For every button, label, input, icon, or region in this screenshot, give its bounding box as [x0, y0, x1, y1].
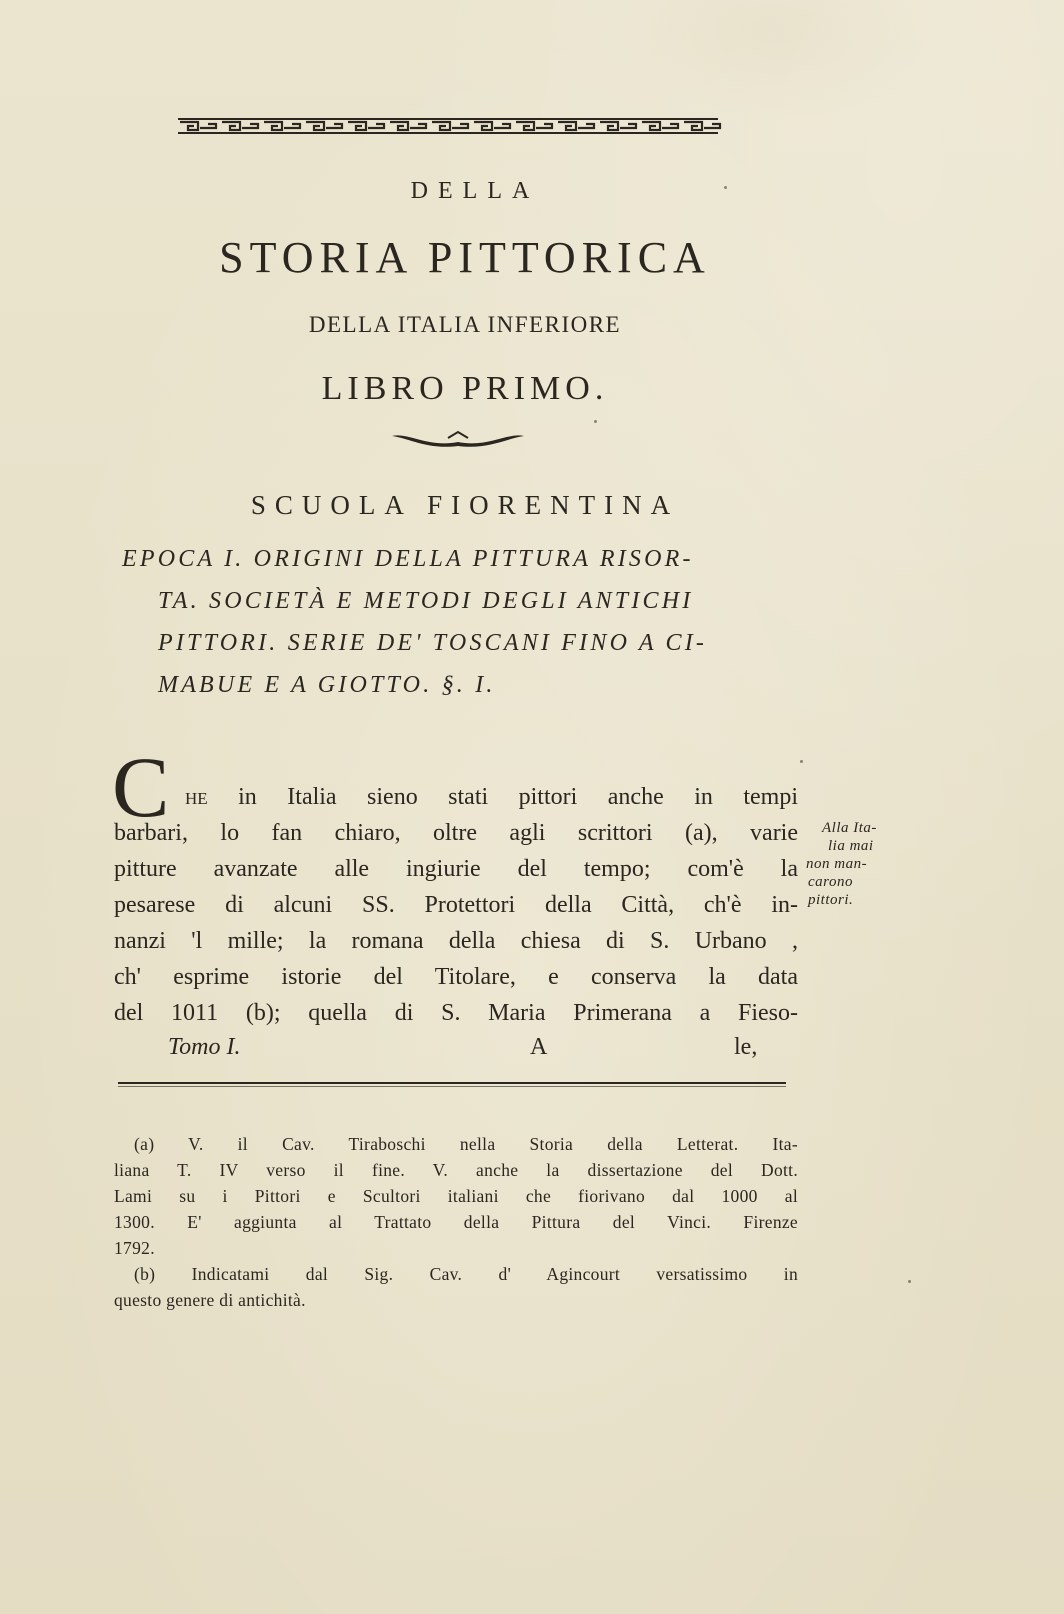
body-line-2: barbari, lo fan chiaro, oltre agli scrittori (a), varie — [114, 820, 798, 846]
footnote-b-line-1: (b) Indicatami dal Sig. Cav. d' Agincourt versatissimo in — [134, 1264, 798, 1284]
catchword: le, — [734, 1034, 758, 1060]
volume-mark: Tomo I. — [168, 1034, 241, 1060]
footnote-a-line-2: liana T. IV verso il fine. V. anche la dissertazione del Dott. — [114, 1160, 798, 1180]
body-line-6: ch' esprime istorie del Titolare, e conserva la data — [114, 964, 798, 990]
body-line-7: del 1011 (b); quella di S. Maria Primerana a Fieso- — [114, 1000, 798, 1026]
footnote-rule-thin — [118, 1086, 786, 1087]
footnote-a-line-4: 1300. E' aggiunta al Trattato della Pittura del Vinci. Firenze — [114, 1212, 798, 1232]
body-line-3: pitture avanzate alle ingiurie del tempo; com'è la — [114, 856, 798, 882]
footnote-a-line-5: 1792. — [114, 1238, 155, 1258]
drop-cap: C — [112, 739, 170, 835]
epoca-line-2: TA. SOCIETÀ E METODI DEGLI ANTICHI — [158, 588, 694, 614]
sidenote-line-3: non man- — [806, 856, 868, 872]
paper-stain — [620, 0, 940, 120]
school-heading: SCUOLA FIORENTINA — [250, 490, 680, 520]
epoca-line-1: EPOCA I. ORIGINI DELLA PITTURA RISOR- — [122, 546, 694, 572]
signature-mark: A — [530, 1034, 548, 1060]
footnote-b-line-2: questo genere di antichità. — [114, 1290, 306, 1310]
swash-ornament — [388, 428, 528, 452]
sidenote-line-1: Alla Ita- — [822, 820, 877, 836]
epoca-line-4: MABUE E A GIOTTO. §. I. — [158, 672, 496, 698]
small-caps-word: he — [185, 784, 208, 810]
header-ornament — [178, 110, 738, 140]
footnote-rule — [118, 1082, 786, 1084]
footnote-a-line-1: (a) V. il Cav. Tiraboschi nella Storia della Letterat. Ita- — [134, 1134, 798, 1154]
main-title: STORIA PITTORICA — [219, 233, 711, 282]
sidenote-line-2: lia mai — [828, 838, 874, 854]
footnote-a-line-3: Lami su i Pittori e Scultori italiani che fiorivano dal 1000 al — [114, 1186, 798, 1206]
header-della: DELLA — [410, 178, 540, 204]
body-line-4: pesarese di alcuni SS. Protettori della Città, ch'è in- — [114, 892, 798, 918]
sidenote-line-5: pittori. — [808, 892, 854, 908]
body-line-5: nanzi 'l mille; la romana della chiesa di S. Urbano , — [114, 928, 798, 954]
subtitle: DELLA ITALIA INFERIORE — [308, 312, 622, 337]
body-line-1 — [185, 784, 798, 811]
epoca-line-3: PITTORI. SERIE DE' TOSCANI FINO A CI- — [158, 630, 708, 656]
body-line-1-text: in Italia sieno stati pittori anche in tempi — [238, 784, 798, 810]
book-heading: LIBRO PRIMO. — [321, 370, 609, 407]
sidenote-line-4: carono — [808, 874, 853, 890]
